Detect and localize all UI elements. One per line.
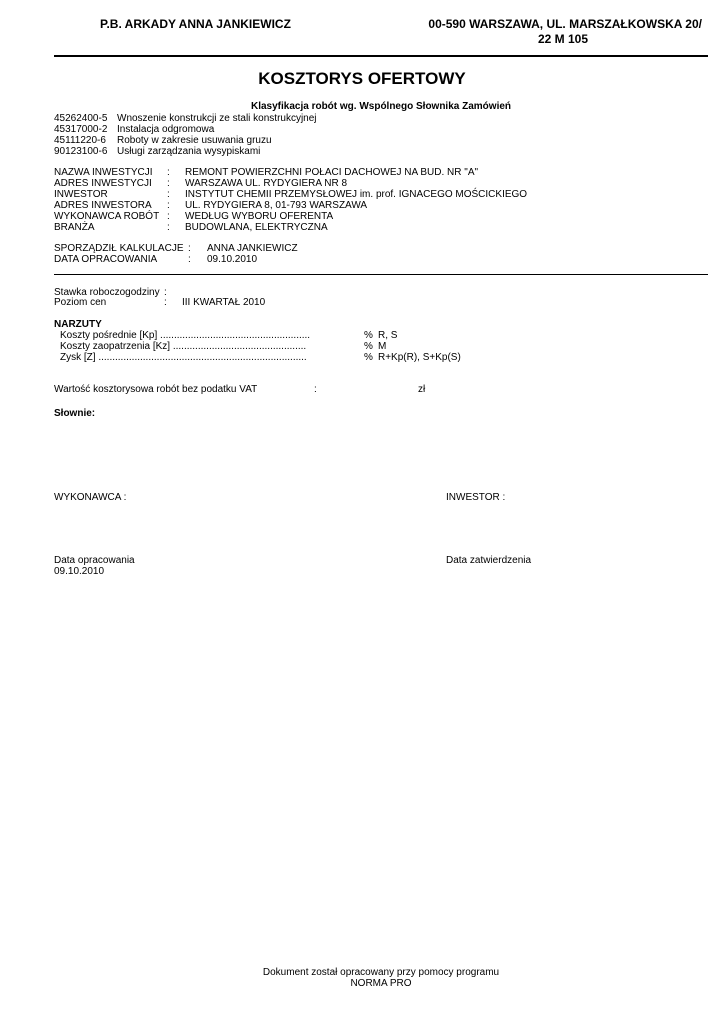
field-value: WARSZAWA UL. RYDYGIERA NR 8 (185, 178, 348, 189)
document-title: KOSZTORYS OFERTOWY (258, 69, 466, 88)
currency-unit: zł (418, 384, 426, 395)
investor-signature-label: INWESTOR : (446, 492, 506, 503)
cpv-description: Roboty w zakresie usuwania gruzu (117, 135, 272, 146)
classification-heading: Klasyfikacja robót wg. Wspólnego Słownika Zamówień (250, 101, 512, 112)
header-rule (54, 55, 708, 57)
contractor-signature-label: WYKONAWCA : (54, 492, 127, 503)
narzut-base: R, S (378, 330, 398, 341)
field-label: ADRES INWESTYCJI (54, 178, 152, 189)
field-separator: : (314, 384, 317, 395)
field-label: WYKONAWCA ROBÓT (54, 211, 160, 222)
cpv-description: Wnoszenie konstrukcji ze stali konstrukcyjnej (117, 113, 317, 124)
field-label: NAZWA INWESTYCJI (54, 167, 153, 178)
narzut-label: Koszty zaopatrzenia [Kz] ................................................ (60, 341, 307, 352)
narzut-base: M (378, 341, 387, 352)
cpv-code: 45317000-2 (54, 124, 108, 135)
field-label: Wartość kosztorysowa robót bez podatku VAT (54, 384, 258, 395)
cpv-code: 45111220-6 (54, 135, 106, 146)
field-separator: : (167, 211, 170, 222)
field-separator: : (167, 178, 170, 189)
slownie-label: Słownie: (54, 408, 96, 419)
field-separator: : (167, 189, 170, 200)
approval-date-label: Data zatwierdzenia (446, 555, 532, 566)
field-value: WEDŁUG WYBORU OFERENTA (185, 211, 334, 222)
prepared-date-value: 09.10.2010 (54, 566, 105, 577)
prepared-date-label: Data opracowania (54, 555, 135, 566)
narzut-base: R+Kp(R), S+Kp(S) (378, 352, 461, 363)
cpv-description: Instalacja odgromowa (117, 124, 215, 135)
field-label: ADRES INWESTORA (54, 200, 152, 211)
field-value: REMONT POWIERZCHNI POŁACI DACHOWEJ NA BUD. NR "A" (185, 167, 479, 178)
field-separator: : (164, 287, 167, 298)
narzut-percent: % (364, 330, 373, 341)
cpv-description: Usługi zarządzania wysypiskami (117, 146, 261, 157)
company-address-line2: 22 M 105 (538, 32, 589, 46)
field-label: INWESTOR (54, 189, 108, 200)
field-value: UL. RYDYGIERA 8, 01-793 WARSZAWA (185, 200, 368, 211)
narzut-label: Zysk [Z] ........................................................................... (60, 352, 307, 363)
footer-line2: NORMA PRO (350, 978, 412, 989)
section-rule (54, 274, 708, 275)
field-value: 09.10.2010 (207, 254, 258, 265)
field-separator: : (167, 222, 170, 233)
field-separator: : (188, 254, 191, 265)
footer-line1: Dokument został opracowany przy pomocy programu (262, 967, 500, 978)
field-value: III KWARTAŁ 2010 (182, 297, 266, 308)
field-separator: : (167, 167, 170, 178)
field-separator: : (188, 243, 191, 254)
narzut-label: Koszty pośrednie [Kp] ...................................................... (60, 330, 311, 341)
field-label: Stawka roboczogodziny (54, 287, 160, 298)
field-separator: : (164, 297, 167, 308)
field-label: Poziom cen (54, 297, 107, 308)
field-separator: : (167, 200, 170, 211)
field-value: INSTYTUT CHEMII PRZEMYSŁOWEJ im. prof. IGNACEGO MOŚCICKIEGO (185, 189, 528, 200)
field-value: ANNA JANKIEWICZ (207, 243, 298, 254)
field-label: SPORZĄDZIŁ KALKULACJE (54, 243, 184, 254)
narzuty-heading: NARZUTY (54, 319, 102, 330)
field-label: BRANŻA (54, 222, 95, 233)
company-name: P.B. ARKADY ANNA JANKIEWICZ (100, 17, 291, 31)
company-address: 00-590 WARSZAWA, UL. MARSZAŁKOWSKA 20/ (428, 17, 702, 31)
narzut-percent: % (364, 352, 373, 363)
field-value: BUDOWLANA, ELEKTRYCZNA (185, 222, 328, 233)
narzut-percent: % (364, 341, 373, 352)
cpv-code: 90123100-6 (54, 146, 108, 157)
field-label: DATA OPRACOWANIA (54, 254, 158, 265)
cpv-code: 45262400-5 (54, 113, 108, 124)
